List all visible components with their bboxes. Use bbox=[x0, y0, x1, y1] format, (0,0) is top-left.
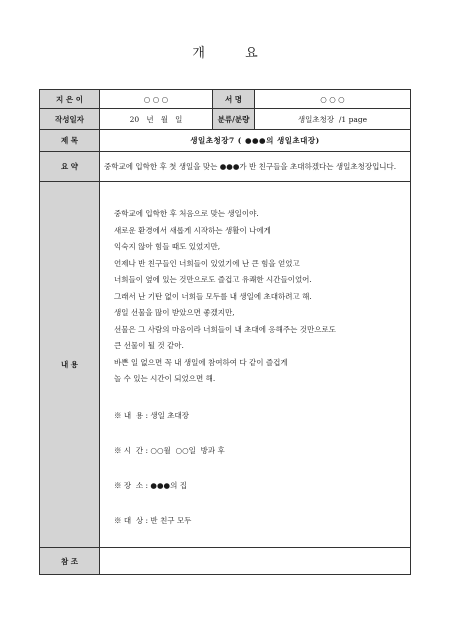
summary-text: 중학교에 입학한 후 첫 생일을 맞는 ●●●가 반 친구들을 초대하겠다는 생일초청장입니다. bbox=[100, 152, 411, 182]
date-value: 20 년 월 일 bbox=[100, 109, 213, 130]
reference-value bbox=[100, 548, 411, 575]
content-line: 새로운 환경에서 새롭게 시작하는 생활이 나에게 bbox=[114, 225, 271, 235]
detail-place: ※ 장 소 : ●●●의 집 bbox=[114, 480, 187, 490]
detail-target: ※ 대 상 : 반 친구 모두 bbox=[114, 515, 192, 525]
page-title: 개 요 bbox=[192, 46, 276, 61]
summary-label: 요 약 bbox=[40, 152, 100, 182]
category-value: 생일초청장 /1 page bbox=[255, 109, 411, 130]
content-line: 선물은 그 사람의 마음이라 너희들이 내 초대에 응해주는 것만으로도 bbox=[114, 324, 336, 334]
content-line: 그래서 난 기탄 없이 너희들 모두를 내 생일에 초대하려고 해. bbox=[114, 291, 312, 301]
reference-label: 참 조 bbox=[40, 548, 100, 575]
title-label: 제 목 bbox=[40, 130, 100, 152]
author-label: 지 은 이 bbox=[40, 90, 100, 109]
detail-time: ※ 시 간 : ○○월 ○○일 방과 후 bbox=[114, 445, 225, 455]
content-line: 큰 선물이 될 것 같아. bbox=[114, 341, 184, 350]
content-line: 놀 수 있는 시간이 되었으면 해. bbox=[114, 374, 216, 383]
content-line: 언제나 반 친구들인 너희들이 있었기에 난 큰 힘을 얻었고 bbox=[114, 258, 300, 268]
content-line: 바쁜 일 없으면 꼭 내 생일에 참여하여 다 같이 즐겁게 bbox=[114, 357, 288, 367]
content-line: 중학교에 입학한 후 처음으로 맞는 생일이야. bbox=[114, 209, 259, 218]
date-label: 작성일자 bbox=[40, 109, 100, 130]
detail-content: ※ 내 용 : 생일 초대장 bbox=[114, 410, 190, 420]
content-line: 익숙지 않아 힘들 때도 있었지만, bbox=[114, 242, 221, 251]
content-line: 생일 선물을 많이 받았으면 좋겠지만, bbox=[114, 308, 235, 317]
name-value: ○ ○ ○ bbox=[255, 90, 411, 109]
document-form-table bbox=[39, 89, 411, 575]
author-value: ○ ○ ○ bbox=[100, 90, 213, 109]
content-line: 너희들이 옆에 있는 것만으로도 즐겁고 유쾌한 시간들이었어. bbox=[114, 275, 312, 284]
content-label: 내 용 bbox=[40, 182, 100, 548]
content-body bbox=[100, 182, 411, 548]
name-label: 서 명 bbox=[213, 90, 255, 109]
document-title: 생일초청장7 ( ●●●의 생일초대장) bbox=[100, 130, 411, 152]
category-label: 분류/분량 bbox=[213, 109, 255, 130]
